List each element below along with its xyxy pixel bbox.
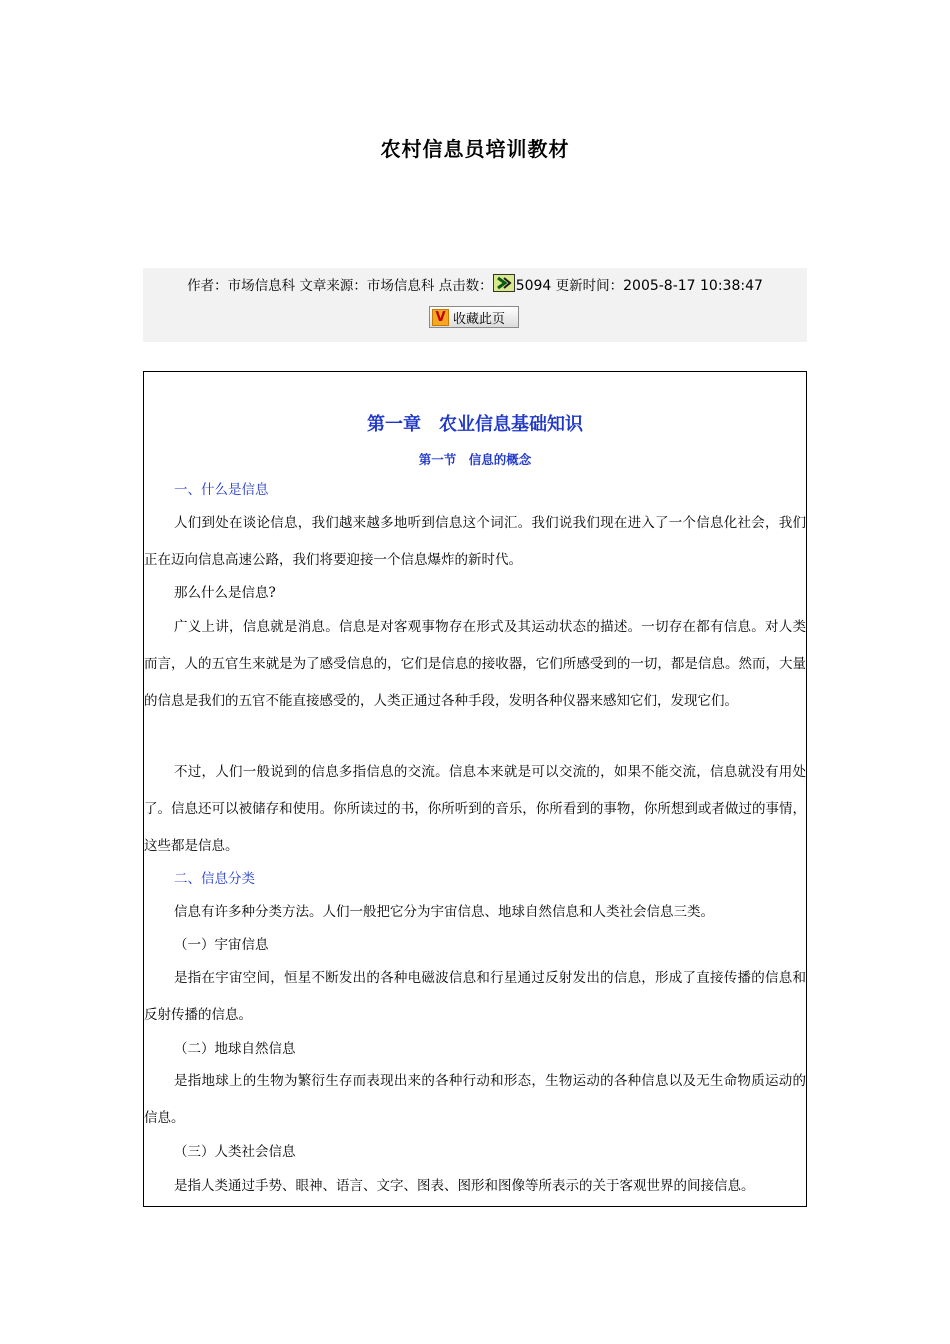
- subheading-what-is-info: 一、什么是信息: [174, 482, 269, 498]
- paragraph: 广义上讲，信息就是消息。信息是对客观事物存在形式及其运动状态的描述。一切存在都有信息。对人类而言，人的五官生来就是为了感受信息的，它们是信息的接收器，它们所感受到的一切，都是信息。然而，大量的信息是我们的五官不能直接感受的，人类正通过各种手段，发明各种仪器来感知它们，发现它们。: [144, 619, 806, 709]
- source-label: 文章来源：: [299, 278, 367, 294]
- subheading-cosmic-info: （一）宇宙信息: [174, 937, 269, 953]
- paragraph: 是指地球上的生物为繁衍生存而表现出来的各种行动和形态，生物运动的各种信息以及无生命物质运动的信息。: [144, 1073, 806, 1126]
- article-content: [143, 371, 807, 1207]
- updated-label: 更新时间：: [555, 278, 624, 294]
- paragraph: 是指人类通过手势、眼神、语言、文字、图表、图形和图像等所表示的关于客观世界的间接信息。: [174, 1178, 755, 1194]
- subheading-human-social-info: （三）人类社会信息: [174, 1144, 296, 1160]
- paragraph: 不过，人们一般说到的信息多指信息的交流。信息本来就是可以交流的，如果不能交流，信息就没有用处了。信息还可以被储存和使用。你所读过的书，你所听到的音乐，你所看到的事物，你所想到或者做过的事情，这些都是信息。: [144, 764, 806, 854]
- paragraph: 那么什么是信息?: [174, 585, 276, 601]
- source-value: 市场信息科: [366, 278, 435, 294]
- subheading-info-classification: 二、信息分类: [174, 871, 255, 887]
- bookmark-label: 收藏此页: [453, 311, 506, 327]
- hits-label: 点击数：: [438, 278, 493, 294]
- hits-value: 5094: [515, 278, 552, 294]
- bookmark-button[interactable]: [429, 306, 519, 328]
- author-label: 作者：: [187, 278, 228, 294]
- meta-line: [143, 274, 807, 296]
- hits-counter-icon: [493, 274, 515, 292]
- chapter-heading: 第一章 农业信息基础知识: [367, 414, 583, 435]
- page-title: 农村信息员培训教材: [380, 137, 570, 161]
- bookmark-icon: V: [432, 309, 449, 326]
- author-value: 市场信息科: [227, 278, 296, 294]
- paragraph: 人们到处在谈论信息，我们越来越多地听到信息这个词汇。我们说我们现在进入了一个信息化社会，我们正在迈向信息高速公路，我们将要迎接一个信息爆炸的新时代。: [144, 515, 806, 568]
- subheading-earth-natural-info: （二）地球自然信息: [174, 1041, 296, 1057]
- paragraph: 是指在宇宙空间，恒星不断发出的各种电磁波信息和行星通过反射发出的信息，形成了直接传播的信息和反射传播的信息。: [144, 970, 806, 1023]
- section-heading: 第一节 信息的概念: [418, 452, 532, 467]
- article-meta-bar: [143, 268, 807, 342]
- updated-value: 2005-8-17 10:38:47: [623, 278, 763, 294]
- paragraph: 信息有许多种分类方法。人们一般把它分为宇宙信息、地球自然信息和人类社会信息三类。: [174, 904, 714, 920]
